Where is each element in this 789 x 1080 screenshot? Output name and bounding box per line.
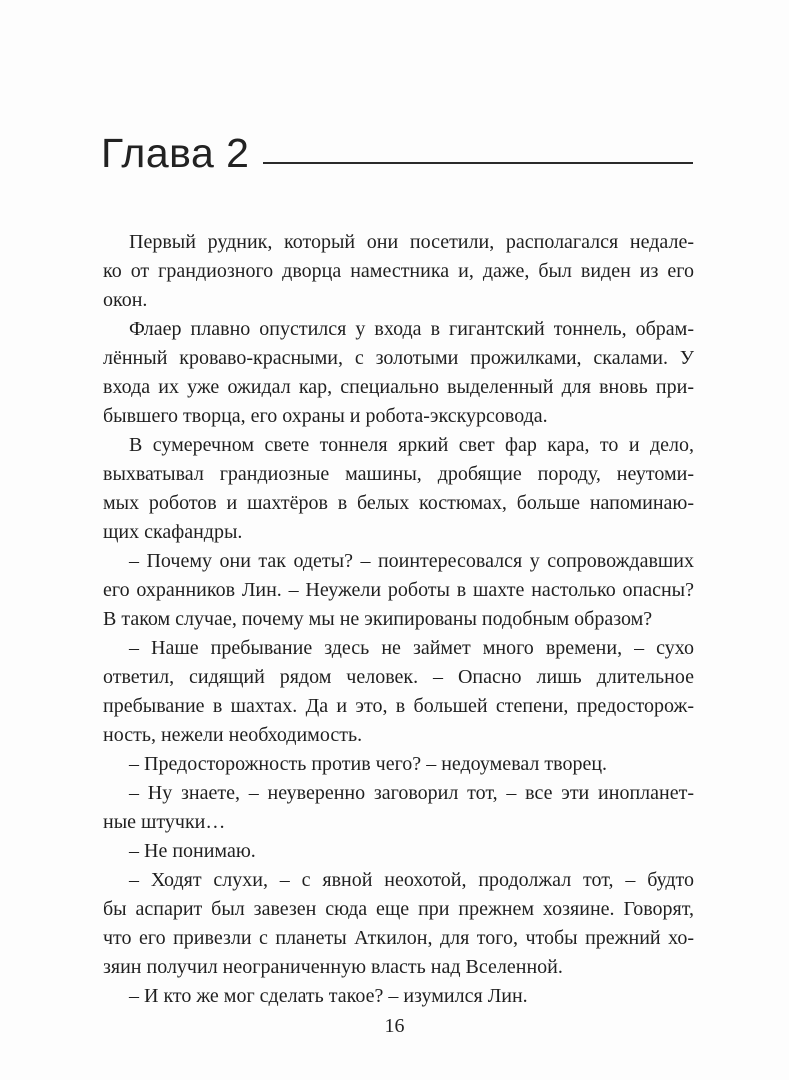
text-line: Первый рудник, который они посетили, располагался недале-	[129, 231, 694, 253]
text-line: ко от грандиозного дворца наместника и, даже, был виден из его	[103, 260, 694, 282]
text-line: – Предосторожность против чего? – недоумевал творец.	[129, 753, 608, 775]
text-line: – Почему они так одеты? – поинтересовался у сопровождавших	[129, 550, 694, 572]
text-line: – Наше пребывание здесь не займет много времени, – сухо	[129, 637, 694, 659]
text-line: – И кто же мог сделать такое? – изумился Лин.	[129, 985, 528, 1007]
text-line: щих скафандры.	[103, 521, 243, 543]
text-line: В таком случае, почему мы не экипированы подобным образом?	[103, 608, 653, 630]
text-line: бы аспарит был завезен сюда еще при прежнем хозяине. Говорят,	[103, 898, 694, 920]
text-line: что его привезли с планеты Аткилон, для того, чтобы прежний хо-	[103, 927, 694, 949]
chapter-title: Глава 2	[101, 130, 250, 176]
text-line: ответил, сидящий рядом человек. – Опасно лишь длительное	[103, 666, 694, 688]
text-line: лённый кроваво-красными, с золотыми прожилками, скалами. У	[103, 347, 694, 369]
text-line: зяин получил неограниченную власть над Вселенной.	[103, 956, 563, 978]
text-line: пребывание в шахтах. Да и это, в большей степени, предосторож-	[103, 695, 694, 717]
text-line: входа их уже ожидал кар, специально выделенный для вновь при-	[103, 376, 694, 398]
text-line: В сумеречном свете тоннеля яркий свет фар кара, то и дело,	[129, 434, 694, 456]
text-line: выхватывал грандиозные машины, дробящие породу, неутоми-	[103, 463, 694, 485]
text-line: – Не понимаю.	[129, 840, 256, 862]
text-line: ные штучки…	[103, 811, 226, 833]
text-line: – Ходят слухи, – с явной неохотой, продолжал тот, – будто	[129, 869, 694, 891]
chapter-rule	[263, 162, 693, 164]
text-line: окон.	[103, 289, 148, 311]
text-line: мых роботов и шахтёров в белых костюмах, больше напоминаю-	[103, 492, 694, 514]
text-line: – Ну знаете, – неуверенно заговорил тот, – все эти инопланет-	[129, 782, 694, 804]
text-line: его охранников Лин. – Неужели роботы в шахте настолько опасны?	[103, 579, 694, 601]
page-number: 16	[384, 1015, 405, 1037]
chapter-heading	[101, 128, 701, 178]
text-line: бывшего творца, его охраны и робота-экскурсовода.	[103, 405, 548, 427]
chapter-text	[103, 228, 694, 1011]
text-line: ность, нежели необходимость.	[103, 724, 363, 746]
text-line: Флаер плавно опустился у входа в гигантский тоннель, обрам-	[129, 318, 694, 340]
